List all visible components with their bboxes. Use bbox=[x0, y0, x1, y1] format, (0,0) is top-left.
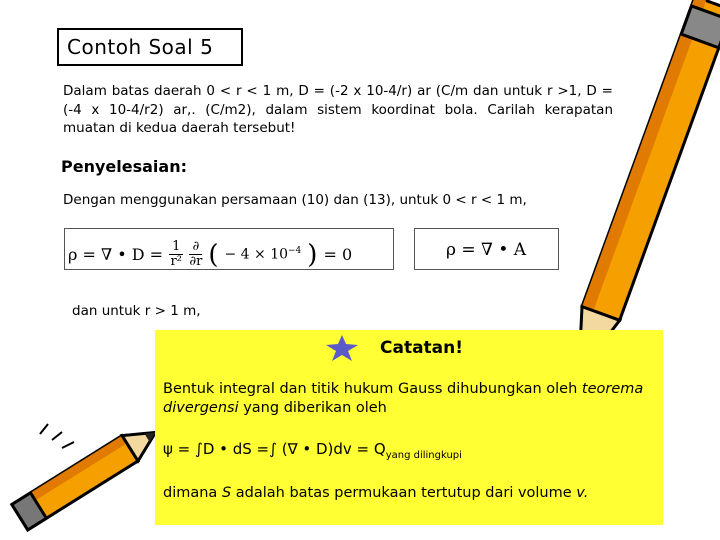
equation-left-result: = 0 bbox=[323, 245, 353, 264]
note-text-italic: teorema divergensi bbox=[163, 381, 644, 416]
closing-s: S bbox=[221, 485, 232, 501]
note-text-c: yang diberikan oleh bbox=[238, 400, 387, 416]
inner-term: − 4 × 10 bbox=[224, 246, 289, 263]
equation-left-inner bbox=[224, 246, 301, 263]
gauss-main: ψ = ∫D • dS =∫ (∇ • D)dv = Q bbox=[163, 440, 386, 458]
equation-left bbox=[68, 240, 352, 269]
equation-left-fraction bbox=[169, 240, 183, 269]
problem-statement: Dalam batas daerah 0 < r < 1 m, D = (-2 x 10-4/r) ar (C/m dan untuk r >1, D = (-4 x 10-4/r2) ar,. (C/m2), dalam sistem koordinat bola. Carilah kerapatan muatan di kedua daerah tersebut! bbox=[63, 83, 613, 136]
note-text bbox=[163, 380, 658, 418]
closing-c: adalah batas permukaan tertutup dari volume bbox=[231, 485, 577, 501]
equation-left-lhs: ρ = ∇ • D = bbox=[68, 245, 164, 264]
inner-exponent: −4 bbox=[288, 246, 302, 257]
solution-heading: Penyelesaian: bbox=[61, 157, 187, 176]
equation-left-paren: ( bbox=[208, 239, 219, 270]
equation-left-derivative bbox=[189, 240, 202, 269]
solution-intro: Dengan menggunakan persamaan (10) dan (13), untuk 0 < r < 1 m, bbox=[63, 192, 527, 208]
star-icon bbox=[324, 334, 360, 362]
note-closing bbox=[163, 485, 588, 501]
note-text-a: Bentuk integral dan titik hukum Gauss dihubungkan oleh bbox=[163, 381, 582, 397]
slide-title bbox=[57, 28, 243, 66]
gauss-law-equation bbox=[163, 440, 462, 461]
equation-left-paren-close: ) bbox=[307, 239, 318, 270]
closing-a: dimana bbox=[163, 485, 222, 501]
slide-title-text: Contoh Soal 5 bbox=[67, 35, 214, 59]
equation-right: ρ = ∇ • A bbox=[446, 240, 527, 260]
deriv-denominator: ∂r bbox=[189, 254, 203, 269]
gauss-subscript: yang dilingkupi bbox=[385, 450, 462, 461]
frac-denominator: r² bbox=[170, 254, 182, 269]
frac-numerator: 1 bbox=[169, 240, 183, 255]
pencil-illustration-left bbox=[0, 420, 170, 540]
deriv-numerator: ∂ bbox=[189, 240, 202, 255]
outer-region-text: dan untuk r > 1 m, bbox=[72, 303, 201, 319]
note-title: Catatan! bbox=[380, 338, 463, 358]
closing-v: v. bbox=[576, 485, 589, 501]
